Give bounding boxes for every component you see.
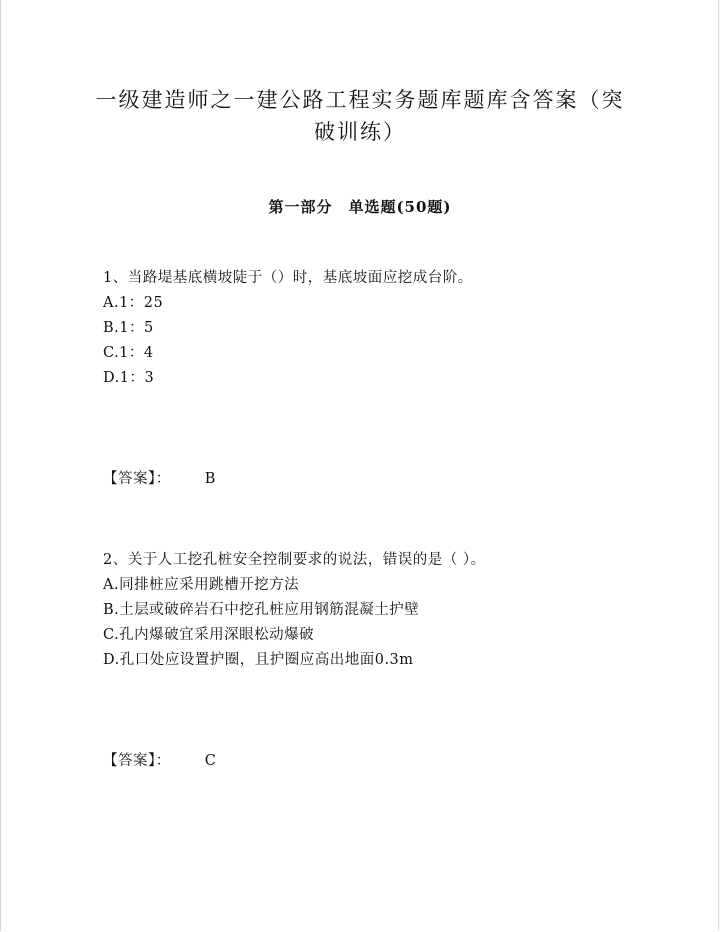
question-1-answer-value: B (204, 471, 216, 487)
question-1-option-c: C.1：4 (103, 345, 154, 361)
question-1-answer-label: 【答案】： (103, 471, 171, 487)
question-2-answer-value: C (204, 753, 217, 769)
question-1-option-a: A.1：25 (103, 295, 164, 311)
document-title (60, 84, 660, 148)
question-2-answer-label: 【答案】： (103, 753, 171, 769)
document-title-line-2: 破训练） (314, 120, 406, 144)
question-2-option-d: D.孔口处应设置护圈，且护圈应高出地面0.3m (103, 652, 414, 668)
document-title-line-1: 一级建造师之一建公路工程实务题库题库含答案（突 (95, 88, 625, 112)
question-2-option-b: B.土层或破碎岩石中挖孔桩应用钢筋混凝土护壁 (103, 602, 420, 618)
question-1 (103, 266, 473, 391)
question-2-stem: 2、关于人工挖孔桩安全控制要求的说法，错误的是（ ）。 (103, 552, 486, 568)
question-1-option-d: D.1：3 (103, 370, 155, 386)
question-2-option-c: C.孔内爆破宜采用深眼松动爆破 (103, 627, 315, 643)
question-1-option-b: B.1：5 (103, 320, 154, 336)
question-2-answer (103, 749, 216, 770)
question-1-stem: 1、当路堤基底横坡陡于（）时，基底坡面应挖成台阶。 (103, 270, 473, 286)
question-2-option-a: A.同排桩应采用跳槽开挖方法 (103, 577, 300, 593)
question-1-answer (103, 467, 216, 488)
section-heading: 第一部分 单选题(50题) (268, 198, 452, 216)
question-2 (103, 548, 486, 673)
